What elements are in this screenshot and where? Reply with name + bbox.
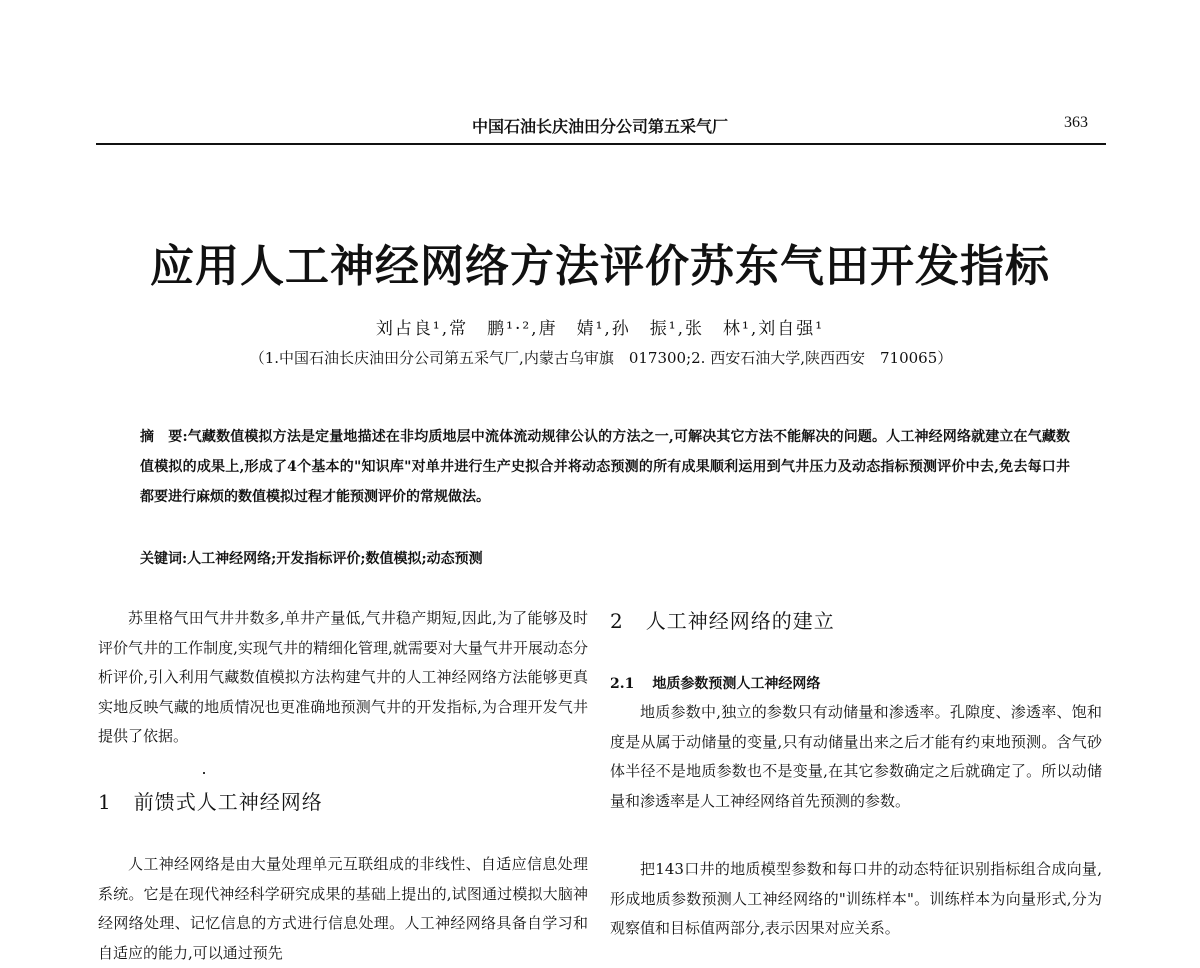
- keywords-text: 人工神经网络;开发指标评价;数值模拟;动态预测: [187, 551, 483, 567]
- section-1-text: 人工神经网络是由大量处理单元互联组成的非线性、自适应信息处理系统。它是在现代神经科学研究成果的基础上提出的,试图通过模拟大脑神经网络处理、记忆信息的方式进行信息处理。人工神经网络具备自学习和自适应的能力,可以通过预先: [98, 855, 588, 962]
- page-number: 363: [1064, 114, 1088, 131]
- section-2-heading: [610, 607, 1102, 637]
- subsection-2-1-heading: [610, 670, 1102, 700]
- section-1-heading: [98, 788, 588, 818]
- section-1-title: 前馈式人工神经网络: [133, 790, 323, 814]
- keywords-label: 关键词:: [140, 551, 188, 567]
- header-divider: [96, 143, 1106, 145]
- intro-text: 苏里格气田气井井数多,单井产量低,气井稳产期短,因此,为了能够及时评价气井的工作制度,实现气井的精细化管理,就需要对大量气井开展动态分析评价,引入利用气藏数值模拟方法构建气井的人工神经网络方法能够更真实地反映气藏的地质情况也更准确地预测气井的开发指标,为合理开发气井提供了依据。: [98, 609, 588, 745]
- section-2-1-paragraph-2: [610, 855, 1102, 952]
- section-2-1-text-1: 地质参数中,独立的参数只有动储量和渗透率。孔隙度、渗透率、饱和度是从属于动储量的变量,只有动储量出来之后才能有约束地预测。含气砂体半径不是地质参数也不是变量,在其它参数确定之后就确定了。所以动储量和渗透率是人工神经网络首先预测的参数。: [610, 703, 1102, 810]
- section-1-number: 1: [98, 790, 112, 814]
- author-list: 刘占良¹,常 鹏¹·²,唐 婧¹,孙 振¹,张 林¹,刘自强¹: [375, 319, 825, 339]
- affiliations: （1.中国石油长庆油田分公司第五采气厂,内蒙古乌审旗 017300;2. 西安石油大学,陕西西安 710065）: [249, 349, 953, 367]
- section-2-title: 人工神经网络的建立: [645, 609, 835, 633]
- section-2-number: 2: [610, 609, 624, 633]
- subsection-2-1-title: 地质参数预测人工神经网络: [652, 676, 821, 692]
- section-2-1-text-2: 把143口井的地质模型参数和每口井的动态特征识别指标组合成向量,形成地质参数预测人工神经网络的"训练样本"。训练样本为向量形式,分为观察值和目标值两部分,表示因果对应关系。: [610, 860, 1102, 937]
- abstract-block: [140, 422, 1070, 512]
- subsection-2-1-number: 2.1: [610, 676, 635, 692]
- intro-paragraph: [98, 604, 588, 752]
- abstract-label: 摘 要:: [140, 429, 188, 445]
- running-header-title: 中国石油长庆油田分公司第五采气厂: [471, 117, 728, 136]
- paper-title: 应用人工神经网络方法评价苏东气田开发指标: [150, 241, 1050, 292]
- section-1-body: [98, 850, 588, 962]
- abstract-text: 气藏数值模拟方法是定量地描述在非均质地层中流体流动规律公认的方法之一,可解决其它方法不能解决的问题。人工神经网络就建立在气藏数值模拟的成果上,形成了4个基本的"知识库"对单井进行生产史拟合并将动态预测的所有成果顺利运用到气井压力及动态指标预测评价中去,免去每口井都要进行麻烦的数值模拟过程才能预测评价的常规做法。: [140, 429, 1070, 505]
- section-2-1-paragraph-1: [610, 698, 1102, 816]
- stray-dot: [203, 772, 205, 774]
- keywords-line: [140, 548, 483, 568]
